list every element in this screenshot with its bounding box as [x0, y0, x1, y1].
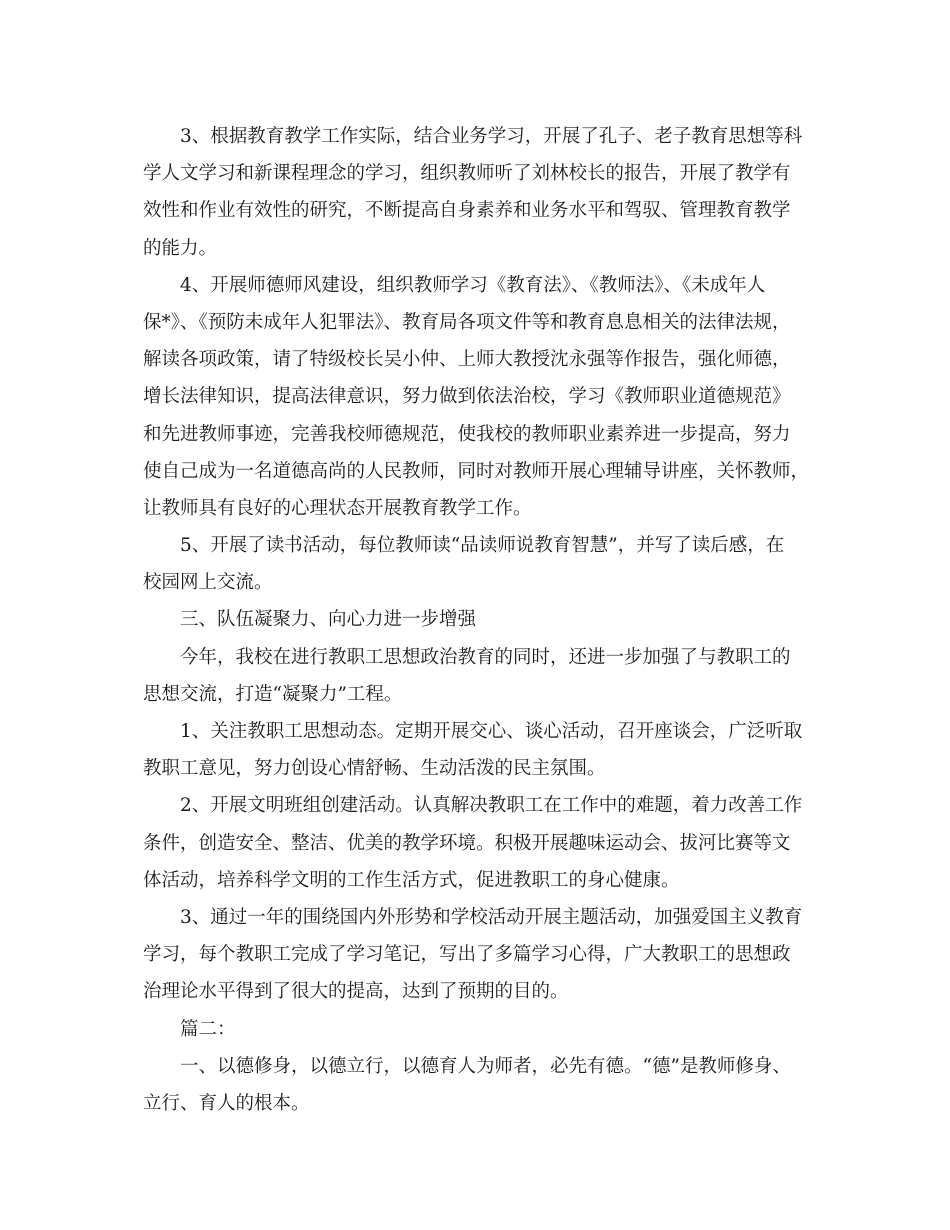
text-line: 治理论水平得到了很大的提高，达到了预期的目的。: [143, 981, 569, 1003]
text-line: 和先进教师事迹，完善我校师德规范，使我校的教师职业素养进一步提高，努力: [143, 423, 791, 445]
text-line: 2、开展文明班组创建活动。认真解决教职工在工作中的难题，着力改善工作: [180, 795, 803, 817]
text-line: 3、通过一年的围绕国内外形势和学校活动开展主题活动，加强爱国主义教育: [180, 906, 803, 928]
text-line: 校园网上交流。: [143, 572, 273, 594]
text-line: 立行、育人的根本。: [143, 1092, 310, 1114]
text-line: 三、队伍凝聚力、向心力进一步增强: [180, 609, 477, 631]
text-line: 5、开展了读书活动，每位教师读“品读师说教育智慧”，并写了读后感，在: [180, 535, 785, 557]
text-line: 今年，我校在进行教职工思想政治教育的同时，还进一步加强了与教职工的: [180, 646, 791, 668]
text-line: 思想交流，打造“凝聚力”工程。: [143, 683, 403, 705]
text-line: 一、以德修身，以德立行，以德育人为师者，必先有德。“德”是教师修身、: [180, 1055, 791, 1077]
text-line: 增长法律知识，提高法律意识，努力做到依法治校，学习《教师职业道德规范》: [143, 386, 791, 408]
text-line: 效性和作业有效性的研究，不断提高自身素养和业务水平和驾驭、管理教育教学: [143, 200, 791, 222]
text-line: 保*》、《预防未成年人犯罪法》、教育局各项文件等和教育息息相关的法律法规，: [143, 311, 791, 333]
text-line: 使自己成为一名道德高尚的人民教师，同时对教师开展心理辅导讲座，关怀教师，: [143, 460, 810, 482]
text-line: 的能力。: [143, 237, 218, 259]
text-line: 篇二：: [180, 1018, 236, 1040]
text-line: 体活动，培养科学文明的工作生活方式，促进教职工的身心健康。: [143, 869, 680, 891]
text-line: 3、根据教育教学工作实际，结合业务学习，开展了孔子、老子教育思想等科: [180, 126, 803, 147]
text-line: 1、关注教职工思想动态。定期开展交心、谈心活动，召开座谈会，广泛听取: [180, 721, 803, 742]
text-line: 条件，创造安全、整洁、优美的教学环境。积极开展趣味运动会、拔河比赛等文: [143, 832, 791, 854]
text-line: 4、开展师德师风建设，组织教师学习《教育法》、《教师法》、《未成年人: [180, 274, 766, 296]
text-line: 让教师具有良好的心理状态开展教育教学工作。: [143, 497, 532, 519]
text-line: 学习，每个教职工完成了学习笔记，写出了多篇学习心得，广大教职工的思想政: [143, 944, 791, 966]
text-line: 解读各项政策，请了特级校长吴小仲、上师大教授沈永强等作报告，强化师德，: [143, 349, 791, 371]
text-line: 教职工意见，努力创设心情舒畅、生动活泼的民主氛围。: [143, 758, 606, 780]
text-line: 学人文学习和新课程理念的学习，组织教师听了刘林校长的报告，开展了教学有: [143, 163, 791, 185]
document-body: [143, 118, 815, 1122]
